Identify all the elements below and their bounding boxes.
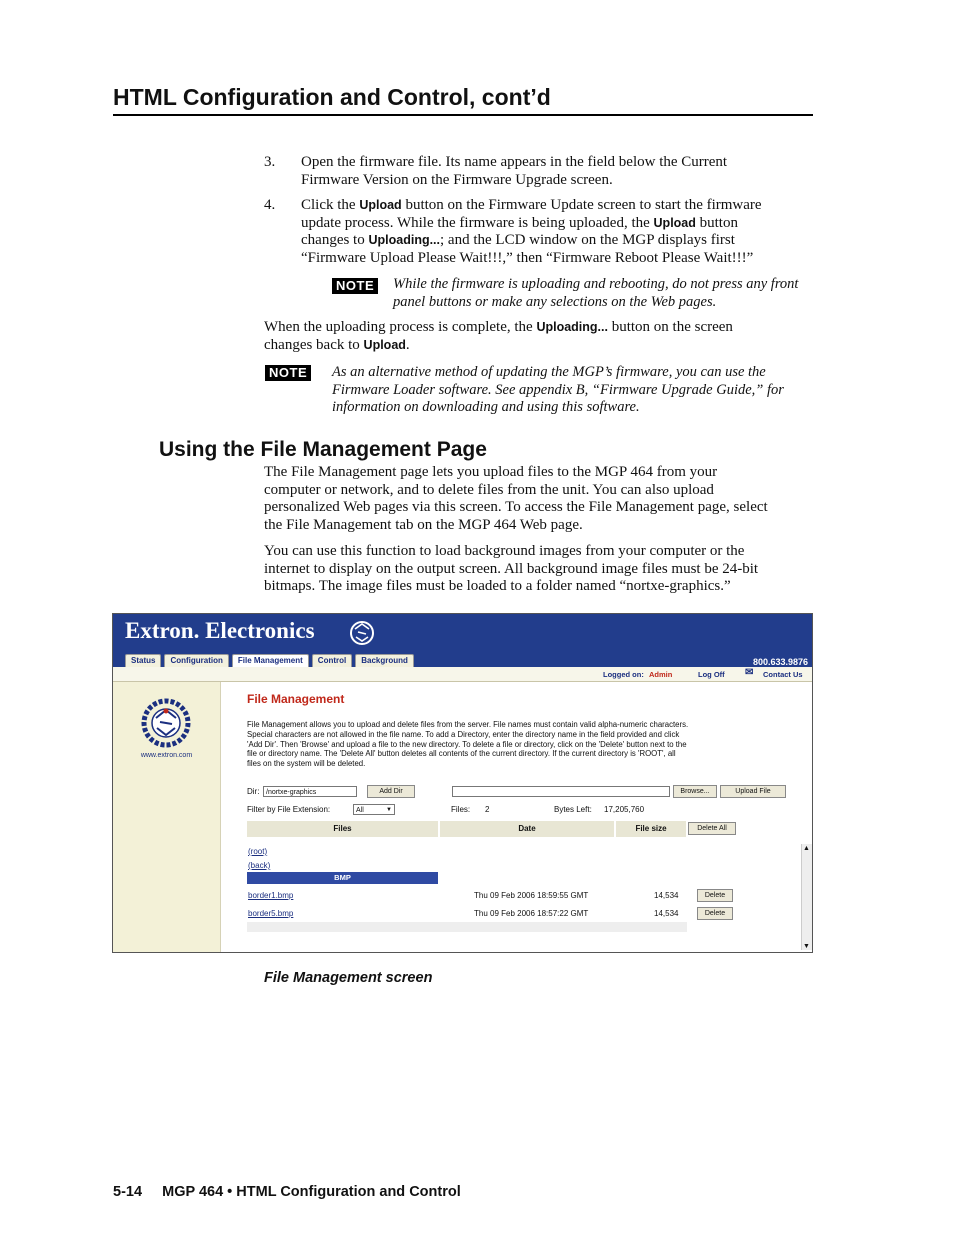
extron-logo: Extron. Electronics [125,618,315,643]
page-footer: 5-14 MGP 464 • HTML Configuration and Control [113,1184,461,1200]
step-4-line-4: “Firmware Upload Please Wait!!!,” then “Firmware Reboot Please Wait!!!” [301,249,754,266]
step-4-line-1: Click the Upload button on the Firmware Update screen to start the firmware [301,197,762,213]
step-4-line-3: changes to Uploading...; and the LCD window on the MGP displays first [301,232,735,249]
bytes-left-label: Bytes Left: [554,805,592,814]
figure-caption: File Management screen [264,970,433,986]
filter-select[interactable]: All ▼ [353,804,395,815]
tab-configuration[interactable]: Configuration [164,654,228,668]
tab-background[interactable]: Background [355,654,414,668]
page-title: HTML Configuration and Control, cont’d [113,84,551,110]
file-link[interactable]: border5.bmp [248,909,294,918]
file-path-input[interactable] [452,786,670,797]
root-link[interactable]: (root) [248,847,268,856]
left-panel [113,682,221,952]
browse-button[interactable]: Browse... [673,785,717,798]
file-size: 14,534 [654,909,679,918]
group-header-bmp: BMP [247,872,438,884]
log-off-link[interactable]: Log Off [698,670,725,679]
column-file-size: File size [616,821,686,837]
note-2: As an alternative method of updating the MGP’s firmware, you can use the Firmware Loader software. See appendix B, “Firmware Upgrade Guide,” for information on downloading and using this software. [332,364,784,416]
title-rule [113,114,813,116]
completion-paragraph: When the uploading process is complete, the Uploading... button on the screen changes back to Upload. [264,319,733,353]
horizontal-scrollbar[interactable] [247,922,687,932]
extron-url[interactable]: www.extron.com [140,752,193,759]
file-link[interactable]: border1.bmp [248,891,294,900]
extron-seal-icon [141,698,191,748]
upload-file-button[interactable]: Upload File [720,785,786,798]
tab-file-management[interactable]: File Management [232,654,309,668]
step-3-line-1: Open the firmware file. Its name appears in the field below the Current [301,154,728,170]
step-number: 3. [264,154,276,170]
step-number: 4. [264,197,276,213]
vertical-scrollbar[interactable] [801,844,812,950]
contact-us-link[interactable]: Contact Us [763,670,803,679]
delete-all-button[interactable]: Delete All [688,822,736,835]
extron-header [113,614,812,667]
upload-label: Upload [363,337,406,352]
back-link[interactable]: (back) [248,861,271,870]
step-3-line-2: Firmware Version on the Firmware Upgrade screen. [301,171,613,188]
phone-number: 800.633.9876 [752,657,808,667]
file-size: 14,534 [654,891,679,900]
tab-status[interactable]: Status [125,654,161,668]
delete-button[interactable]: Delete [697,907,733,920]
note-1: While the firmware is uploading and rebooting, do not press any front panel buttons or make any selections on the Web pages. [393,276,799,310]
scroll-up-icon[interactable]: ▲ [803,844,810,852]
dir-input[interactable]: /nortxe-graphics [263,786,357,797]
chevron-down-icon: ▼ [386,807,392,813]
scroll-down-icon[interactable]: ▼ [803,942,810,950]
note-badge: NOTE [332,278,378,294]
tab-control[interactable]: Control [312,654,352,668]
nav-tabs [125,654,414,668]
step-4-line-2: update process. While the firmware is being uploaded, the Upload button [301,214,738,231]
files-count: 2 [485,805,490,814]
column-date: Date [440,821,614,837]
file-management-main [221,682,812,952]
upload-label: Upload [653,215,696,230]
file-management-description: File Management allows you to upload and delete files from the server. File names must contain valid alpha-numeric characters. Special characters are not allowed in the file name. To add a Directory, enter the directory name in the field provided and click 'Add Dir'. Then 'Browse' and upload a file to the new directory. To delete a file or directory, click on the 'Delete' button next to the file or directory name. The 'Delete All' button deletes all contents of the current directory. If the current directory is 'ROOT', all files on the system will be deleted. [247,720,689,769]
delete-button[interactable]: Delete [697,889,733,902]
bytes-left-value: 17,205,760 [604,805,645,814]
section-paragraph-2: You can use this function to load background images from your computer or the internet to display on the output screen. All background image files must be 24-bit bitmaps. The image files must be loaded to a folder named “nortxe-graphics.” [264,543,759,595]
upload-label: Upload [359,198,402,212]
file-management-heading: File Management [247,692,345,706]
add-dir-button[interactable]: Add Dir [367,785,415,798]
extron-globe-icon [349,620,375,646]
user-bar [113,667,812,682]
uploading-label: Uploading... [536,320,608,334]
file-management-screenshot [112,613,813,953]
uploading-label: Uploading... [368,233,441,248]
dir-label: Dir: [247,787,260,796]
note-badge: NOTE [265,365,311,381]
file-date: Thu 09 Feb 2006 18:59:55 GMT [474,891,589,900]
step-3 [264,154,814,190]
step-4 [264,197,814,269]
section-paragraph-1: The File Management page lets you upload files to the MGP 464 from your computer or network, and to delete files from the unit. You can also upload personalized Web pages via this screen. To access the File Management page, select the File Management tab on the MGP 464 Web page. [264,464,768,533]
logged-on-label: Logged on: [603,670,644,679]
files-label: Files: [451,805,471,814]
mail-icon: ✉ [745,667,754,678]
file-date: Thu 09 Feb 2006 18:57:22 GMT [474,909,589,918]
section-heading: Using the File Management Page [159,438,487,461]
filter-label: Filter by File Extension: [247,805,331,814]
column-files: Files [247,821,438,837]
logged-on-user: Admin [649,670,673,679]
